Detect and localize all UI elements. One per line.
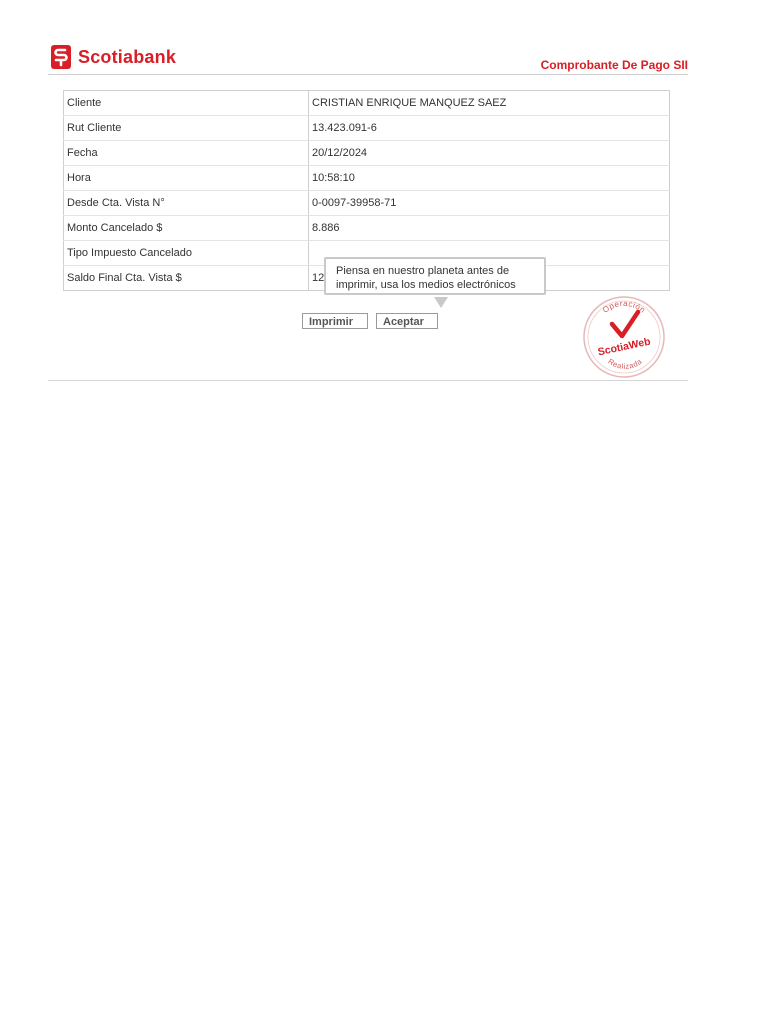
print-tooltip <box>324 257 546 295</box>
brand-name: Scotiabank <box>78 46 177 67</box>
row-label: Monto Cancelado $ <box>64 216 309 241</box>
scotiabank-logo <box>50 42 176 72</box>
bottom-divider <box>48 380 688 381</box>
table-row <box>64 91 670 116</box>
row-label: Tipo Impuesto Cancelado <box>64 241 309 266</box>
page-title: Comprobante De Pago SII <box>540 58 688 72</box>
tooltip-arrow <box>434 297 448 308</box>
tooltip-line: Piensa en nuestro planeta antes de <box>336 265 510 277</box>
accept-button[interactable]: Aceptar <box>376 313 438 329</box>
table-row <box>64 216 670 241</box>
stamp-middle-text: ScotiaWeb <box>596 335 652 359</box>
row-value: 13.423.091-6 <box>309 116 670 141</box>
table-row <box>64 141 670 166</box>
checkmark-icon <box>612 312 638 336</box>
row-label: Rut Cliente <box>64 116 309 141</box>
table-row <box>64 166 670 191</box>
row-label: Hora <box>64 166 309 191</box>
row-value: 20/12/2024 <box>309 141 670 166</box>
header <box>48 40 688 75</box>
row-label: Saldo Final Cta. Vista $ <box>64 266 309 291</box>
tooltip-line: imprimir, usa los medios electrónicos <box>336 279 516 291</box>
row-label: Cliente <box>64 91 309 116</box>
scotiabank-logo-icon <box>50 44 72 70</box>
row-value: 12 <box>312 272 325 284</box>
row-value: 10:58:10 <box>309 166 670 191</box>
row-label: Fecha <box>64 141 309 166</box>
row-label: Desde Cta. Vista N° <box>64 191 309 216</box>
table-row <box>64 191 670 216</box>
stamp-top-text: Operación <box>600 298 648 315</box>
row-value: 8.886 <box>309 216 670 241</box>
svg-text:Realizada <box>606 357 644 371</box>
print-button[interactable]: Imprimir <box>302 313 368 329</box>
row-value: 0-0097-39958-71 <box>309 191 670 216</box>
row-value: CRISTIAN ENRIQUE MANQUEZ SAEZ <box>309 91 670 116</box>
operation-completed-stamp <box>582 294 666 380</box>
svg-text:Operación <box>601 299 647 315</box>
table-row <box>64 116 670 141</box>
stamp-bottom-text: Realizada <box>606 356 644 371</box>
